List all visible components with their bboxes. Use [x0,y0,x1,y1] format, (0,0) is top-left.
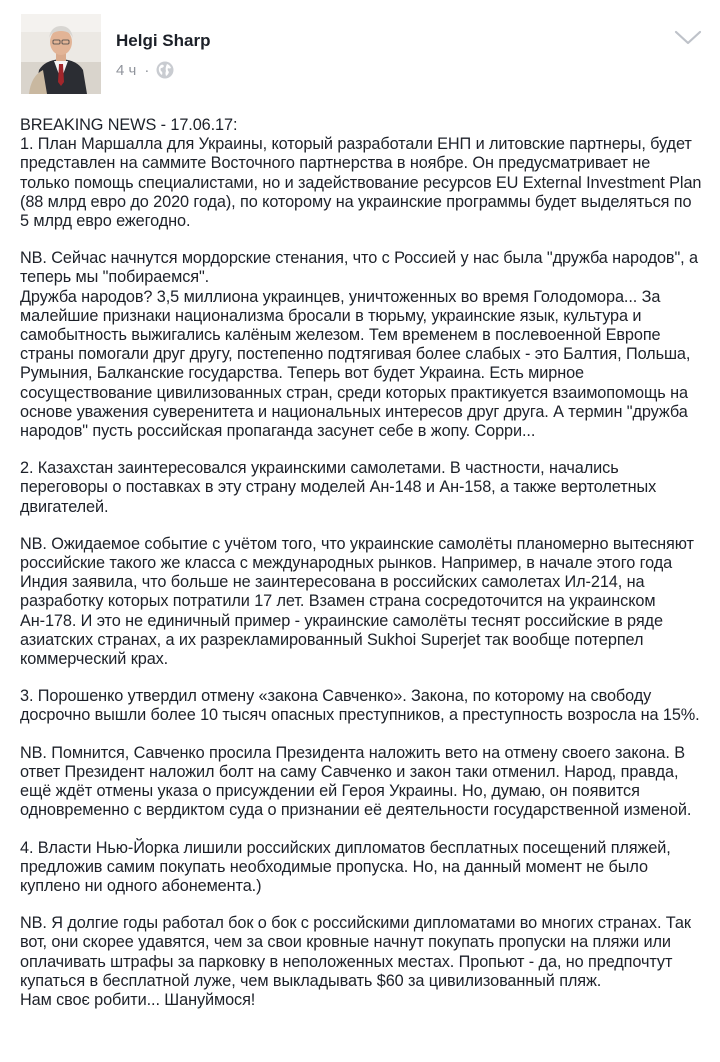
post-paragraph: NB. Я долгие годы работал бок о бок с российскими дипломатами во многих странах. Так вот, они скорее удавятся, чем за свои кровные начнут покупать пропуски на пляжи или оплачивать штрафы за парковку в неположенных местах. Пропьют - да, но предпочтут купаться в бесплатной луже, чем выкладывать $60 за цивилизованный пляж. Нам своє робити... Шануймося! [20,914,691,1009]
meta-separator: · [144,61,150,79]
post-body [20,116,704,1010]
post-paragraph: NB. Помнится, Савченко просила Президента наложить вето на отмену своего закона. В ответ Президент наложил болт на саму Савченко и закон таки отменил. Народ, правда, ещё ждёт отмены указа о присуждении ей Героя Украины. Но, думаю, он появится одновременно с вердиктом суда о признании её деятельности государственной изменой. [20,743,692,820]
post-timestamp[interactable]: 4 ч [116,61,137,79]
post-paragraph: NB. Ожидаемое событие с учётом того, что украинские самолёты планомерно вытесняют российские такого же класса с международных рынков. Например, в начале этого года Индия заявила, что больше не заинтересована в российских самолетах Ил-214, на разработку которых потратили 17 лет. Взамен страна сосредоточится на украинском Ан-178. И это не единичный пример - украинские самолёты теснят российские в ряде азиатских странах, а их разрекламированный Sukhoi Superjet так вообще потерпел коммерческий крах. [20,534,694,669]
avatar[interactable] [21,14,101,94]
globe-icon[interactable] [155,60,175,80]
post-paragraph: 3. Порошенко утвердил отмену «закона Савченко». Закона, по которому на свободу досрочно вышли более 10 тысяч опасных преступников, а преступность возросла на 15%. [20,687,700,725]
avatar-photo [21,14,101,94]
post-paragraph: 4. Власти Нью-Йорка лишили российских дипломатов бесплатных посещений пляжей, предложив самим покупать необходимые пропуска. Но, на данный момент не было куплено ни одного абонемента.) [20,838,671,895]
post-meta [116,60,175,80]
post-paragraph: 2. Казахстан заинтересовался украинскими самолетами. В частности, начались переговоры о поставках в эту страну моделей Ан-148 и Ан-158, а также вертолетных двигателей. [20,459,657,516]
post-header [0,0,720,110]
post-paragraph: BREAKING NEWS - 17.06.17: 1. План Маршалла для Украины, который разработали ЕНП и литовские партнеры, будет представлен на саммите Восточного партнерства в ноябре. Он предусматривает не только помощь специалистами, но и задействование ресурсов EU External Investment Plan (88 млрд евро до 2020 года), по которому на украинские программы будет выделяться по 5 млрд евро ежегодно. [20,116,702,231]
post-paragraph: NB. Сейчас начнутся мордорские стенания, что с Россией у нас была "дружба народов", а теперь мы "побираемся". Дружба народов? 3,5 миллиона украинцев, уничтоженных во время Голодомора... За малейшие признаки национализма бросали в тюрьму, украинские язык, культура и самобытность выжигались калёным железом. Тем временем в послевоенной Европе страны помогали друг другу, постепенно подтягивая более слабых - это Балтия, Польша, Румыния, Балканские государства. Теперь вот будет Украина. Есть мирное сосуществование цивилизованных стран, среди которых практикуется взаимопомощь на основе уважения суверенитета и национальных интересов друг друга. А термин "дружба народов" пусть российская пропаганда засунет себе в жопу. Сорри... [20,249,698,441]
chevron-down-icon[interactable] [672,26,704,48]
author-name[interactable]: Helgi Sharp [116,31,211,50]
